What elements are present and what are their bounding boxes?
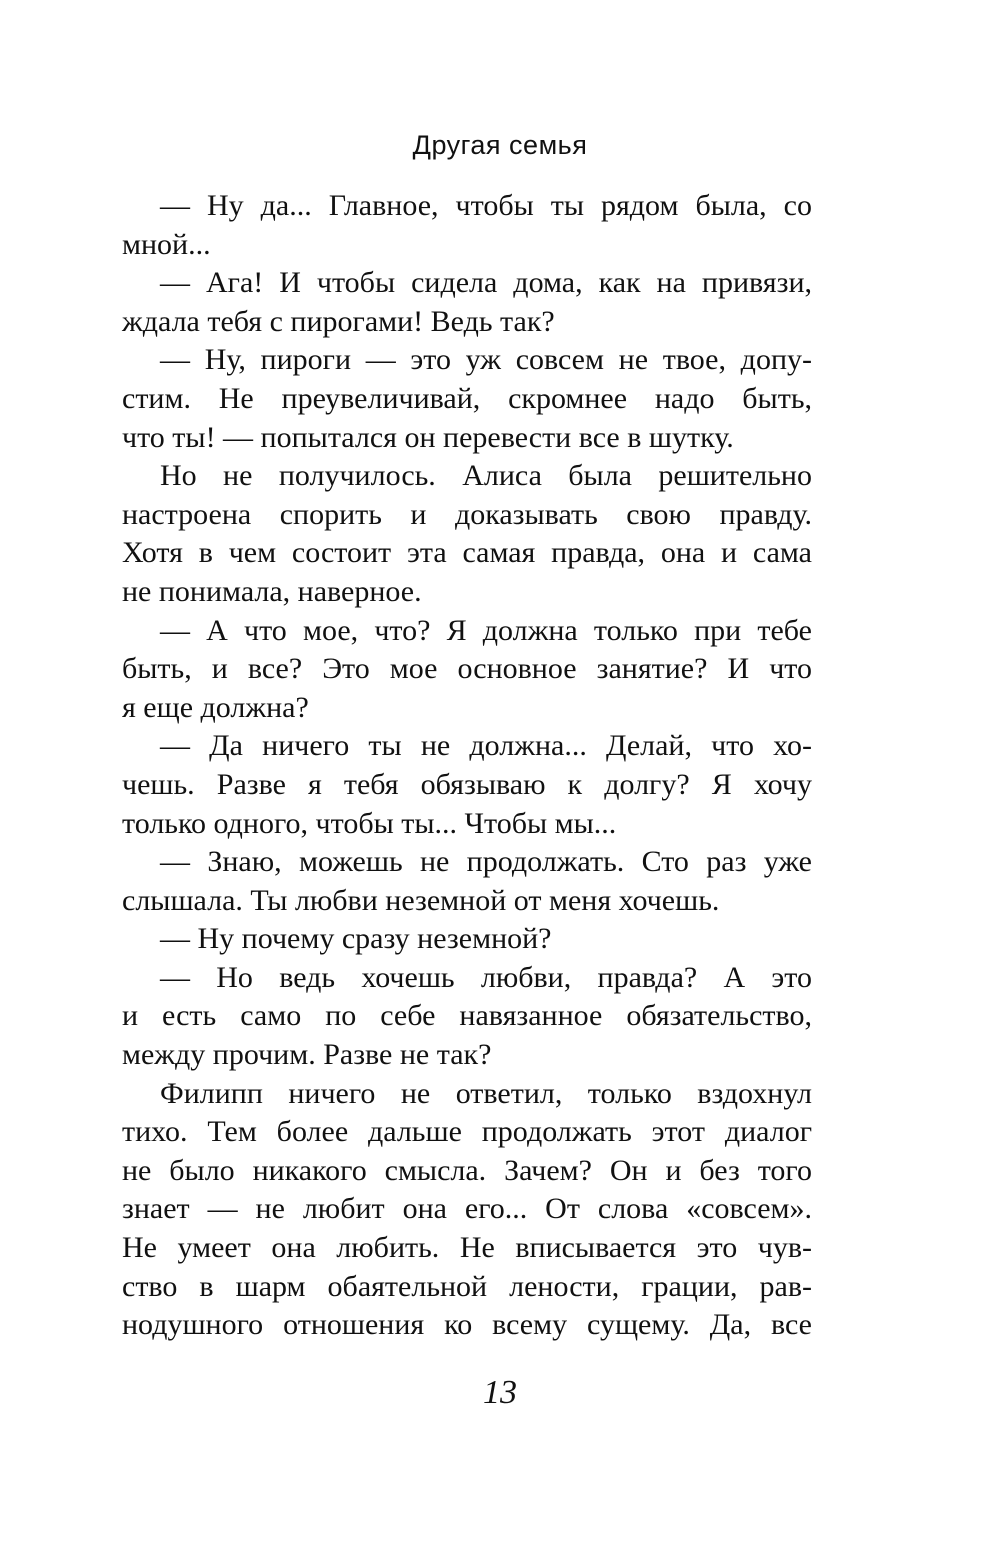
text-line: стим. Не преувеличивай, скромнее надо быть, <box>122 381 812 415</box>
page-text <box>122 187 812 1345</box>
text-line: и есть само по себе навязанное обязательство, <box>122 999 812 1033</box>
text-line: — Ну почему сразу неземной? <box>160 922 552 956</box>
text-line: нодушного отношения ко всему сущему. Да, все <box>122 1308 812 1342</box>
text-line: ство в шарм обаятельной лености, грации, рав- <box>122 1269 812 1303</box>
text-line: — Ну, пироги — это уж совсем не твое, допу- <box>160 343 812 377</box>
text-line: ждала тебя с пирогами! Ведь так? <box>122 304 555 338</box>
text-line: что ты! — попытался он перевести все в шутку. <box>122 420 734 454</box>
text-line: — Но ведь хочешь любви, правда? А это <box>160 960 812 994</box>
text-line: не понимала, наверное. <box>122 574 422 608</box>
text-line: знает — не любит она его... От слова «совсем». <box>122 1192 812 1226</box>
text-line: между прочим. Разве не так? <box>122 1038 492 1072</box>
text-line: мной... <box>122 227 211 261</box>
page-number: 13 <box>483 1374 517 1411</box>
text-line: — Да ничего ты не должна... Делай, что хо- <box>160 729 812 763</box>
text-line: я еще должна? <box>122 690 309 724</box>
text-line: настроена спорить и доказывать свою правду. <box>122 497 812 531</box>
text-line: — А что мое, что? Я должна только при тебе <box>160 613 812 647</box>
text-line: — Знаю, можешь не продолжать. Сто раз уже <box>160 845 812 879</box>
text-line: только одного, чтобы ты... Чтобы мы... <box>122 806 617 840</box>
text-line: быть, и все? Это мое основное занятие? И что <box>122 652 812 686</box>
text-line: тихо. Тем более дальше продолжать этот диалог <box>122 1115 812 1149</box>
text-line: Филипп ничего не ответил, только вздохнул <box>160 1076 812 1110</box>
text-line: чешь. Разве я тебя обязываю к долгу? Я хочу <box>122 767 812 801</box>
text-line: Не умеет она любить. Не вписывается это чув- <box>122 1231 812 1265</box>
text-line: — Ну да... Главное, чтобы ты рядом была, со <box>160 189 812 222</box>
text-line: не было никакого смысла. Зачем? Он и без того <box>122 1153 812 1187</box>
text-line: — Ага! И чтобы сидела дома, как на привязи, <box>160 266 812 300</box>
text-line: Но не получилось. Алиса была решительно <box>160 459 812 493</box>
text-line: Хотя в чем состоит эта самая правда, она и сама <box>122 536 812 570</box>
text-line: слышала. Ты любви неземной от меня хочешь. <box>122 883 720 917</box>
running-head-title: Другая семья <box>412 130 588 160</box>
